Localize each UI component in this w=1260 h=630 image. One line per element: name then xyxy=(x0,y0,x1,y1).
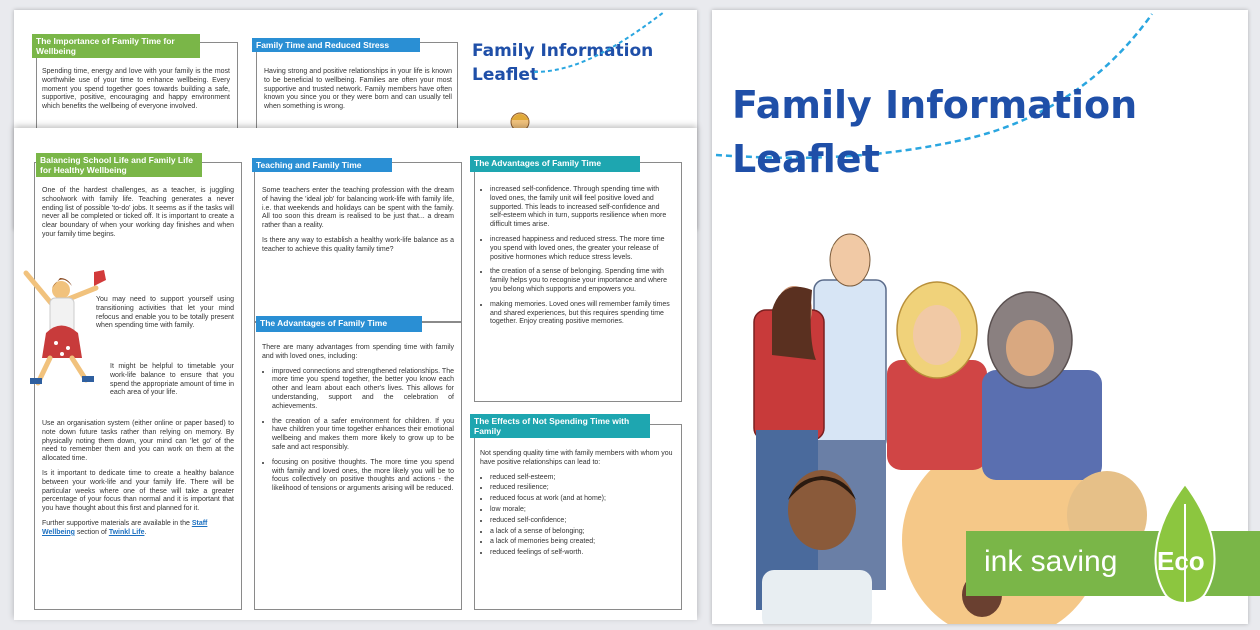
section-header-teaching: Teaching and Family Time xyxy=(252,158,392,172)
balancing-p4: Use an organisation system (either online or paper based) to note down future tasks rather than relying on memory. By physically noting them down, your mind can 'let go' of the need to remember them and you can work on them at the allocated time. xyxy=(42,420,234,463)
list-item: • increased self-confidence. Through spending time with loved ones, the family unit will feel positive loved and supported. This leads to increased self-confidence and self-esteem which in turn, supports resilience when more difficult times arise. xyxy=(490,186,674,230)
leaflet-inner-page xyxy=(14,128,697,620)
section-header-balancing: Balancing School Life and Family Life for Healthy Wellbeing xyxy=(36,153,202,177)
list-item: • reduced self-esteem; xyxy=(490,474,674,483)
list-item: • the creation of a safer environment for children. If you have children your time together enhances their emotional wellbeing and makes them more likely to grow up to be safe and act responsibly. xyxy=(272,418,454,453)
eco-leaf-label: Eco xyxy=(1157,546,1205,576)
list-item: • a lack of memories being created; xyxy=(490,538,674,547)
advantages-1-list xyxy=(262,368,454,494)
list-item: • reduced feelings of self-worth. xyxy=(490,549,674,558)
balancing-text-p1-top xyxy=(42,187,234,240)
list-item: • reduced self-confidence; xyxy=(490,517,674,526)
balancing-p6 xyxy=(42,520,234,538)
list-item: • reduced resilience; xyxy=(490,484,674,493)
balancing-p5: Is it important to dedicate time to create a healthy balance between your work-life and your family life. There will be particular weeks where one of these will take a greater percentage of your focus than normal and it is important that you have thought about this first and planned for it. xyxy=(42,469,234,513)
balancing-text-rest xyxy=(42,420,234,544)
cover-title-line1: Family Information xyxy=(732,83,1138,127)
list-item: • a lack of a sense of belonging; xyxy=(490,528,674,537)
back-title-line2: Leaflet xyxy=(472,65,539,85)
list-item: • making memories. Loved ones will remember family times and shared experiences, but this requires spending time together. Enjoy creating positive memories. xyxy=(490,301,674,327)
ink-saving-label: ink saving xyxy=(984,545,1118,578)
section-header-importance: The Importance of Family Time for Wellbeing xyxy=(32,34,200,58)
twinkl-life-link[interactable]: Twinkl Life xyxy=(108,528,145,536)
section-text-importance: Spending time, energy and love with your family is the most worthwhile use of your time to enhance wellbeing. Every moment you spend together goes towards building a safe, supportive, positive, encouraging and happy environment which benefits the wellbeing of everyone involved. xyxy=(42,68,230,111)
effects-list xyxy=(480,474,674,558)
cover-title-line2: Leaflet xyxy=(732,137,880,181)
list-item: • reduced focus at work (and at home); xyxy=(490,495,674,504)
effects-text xyxy=(480,450,674,560)
advantages-1-intro: There are many advantages from spending time with family and with loved ones, including: xyxy=(262,344,454,360)
section-header-effects: The Effects of Not Spending Time with Family xyxy=(470,414,650,438)
section-header-advantages-2: The Advantages of Family Time xyxy=(470,156,640,172)
advantages-2-text xyxy=(480,186,674,333)
section-text-reduced-stress: Having strong and positive relationships in your life is known to be beneficial to wellbeing. Families are often your most supportive and trusted network. Family members have often known you since you or they were born and can usually tell when something is wrong. xyxy=(264,68,452,111)
teaching-p1: Some teachers enter the teaching profession with the dream of having the 'ideal job' for balancing work-life with family life, i.e. that weekends and holidays can be spent with the family. All too soon this dream is realised to be just that... a dream rather than a reality. xyxy=(262,187,454,230)
balancing-text-p3 xyxy=(110,363,234,398)
list-item: • low morale; xyxy=(490,506,674,515)
list-item: • the creation of a sense of belonging. Spending time with family helps you to recognise your importance and where you belong which supports and empowers you. xyxy=(490,268,674,294)
section-header-advantages-1: The Advantages of Family Time xyxy=(256,316,422,332)
teaching-p2: Is there any way to establish a healthy work-life balance as a teacher to achieve this quality family time? xyxy=(262,236,454,253)
list-item: • improved connections and strengthened relationships. The more time you spend together, the better you know each other and learn about each other's lives. This allows for understanding, support and the celebration of achievements. xyxy=(272,368,454,412)
list-item: • focusing on positive thoughts. The more time you spend with family and loved ones, the more likely you will be to focus collectively on positive thoughts and actions - the likelihood of tensions or arguments arising will be reduced. xyxy=(272,459,454,494)
effects-intro: Not spending quality time with family members with whom you have positive relationships can lead to: xyxy=(480,450,673,466)
balancing-p3: It might be helpful to timetable your work-life balance to ensure that you spend the appropriate amount of time in each area of your life. xyxy=(110,363,234,397)
balancing-p6-pre: Further supportive materials are available in the xyxy=(42,519,190,527)
balancing-p1: One of the hardest challenges, as a teacher, is juggling schoolwork with family life. Teaching generates a never ending list of possible 'to-do' jobs. It seems as if the tasks will never all be completed or ticked off. It is important to create a clear boundary of when your working day finishes and when your family time begins. xyxy=(42,187,234,238)
advantages-1-text xyxy=(262,344,454,500)
list-item: • increased happiness and reduced stress. The more time you spend with loved ones, the greater your release of positive hormones which reduce stress levels. xyxy=(490,236,674,262)
balancing-p2: You may need to support yourself using transitioning activities that let your mind refocus and enable you to be totally present when spending time with family. xyxy=(96,296,234,330)
section-header-reduced-stress: Family Time and Reduced Stress xyxy=(252,38,420,52)
back-title-line1: Family Information xyxy=(472,41,654,61)
advantages-2-list xyxy=(480,186,674,327)
teaching-text xyxy=(262,187,454,261)
balancing-text-p2 xyxy=(96,296,234,331)
staff-wellbeing-link[interactable]: Staff Wellbeing xyxy=(42,519,208,536)
balancing-p6-mid: section of xyxy=(76,528,107,536)
balancing-p6-end: . xyxy=(144,528,147,536)
